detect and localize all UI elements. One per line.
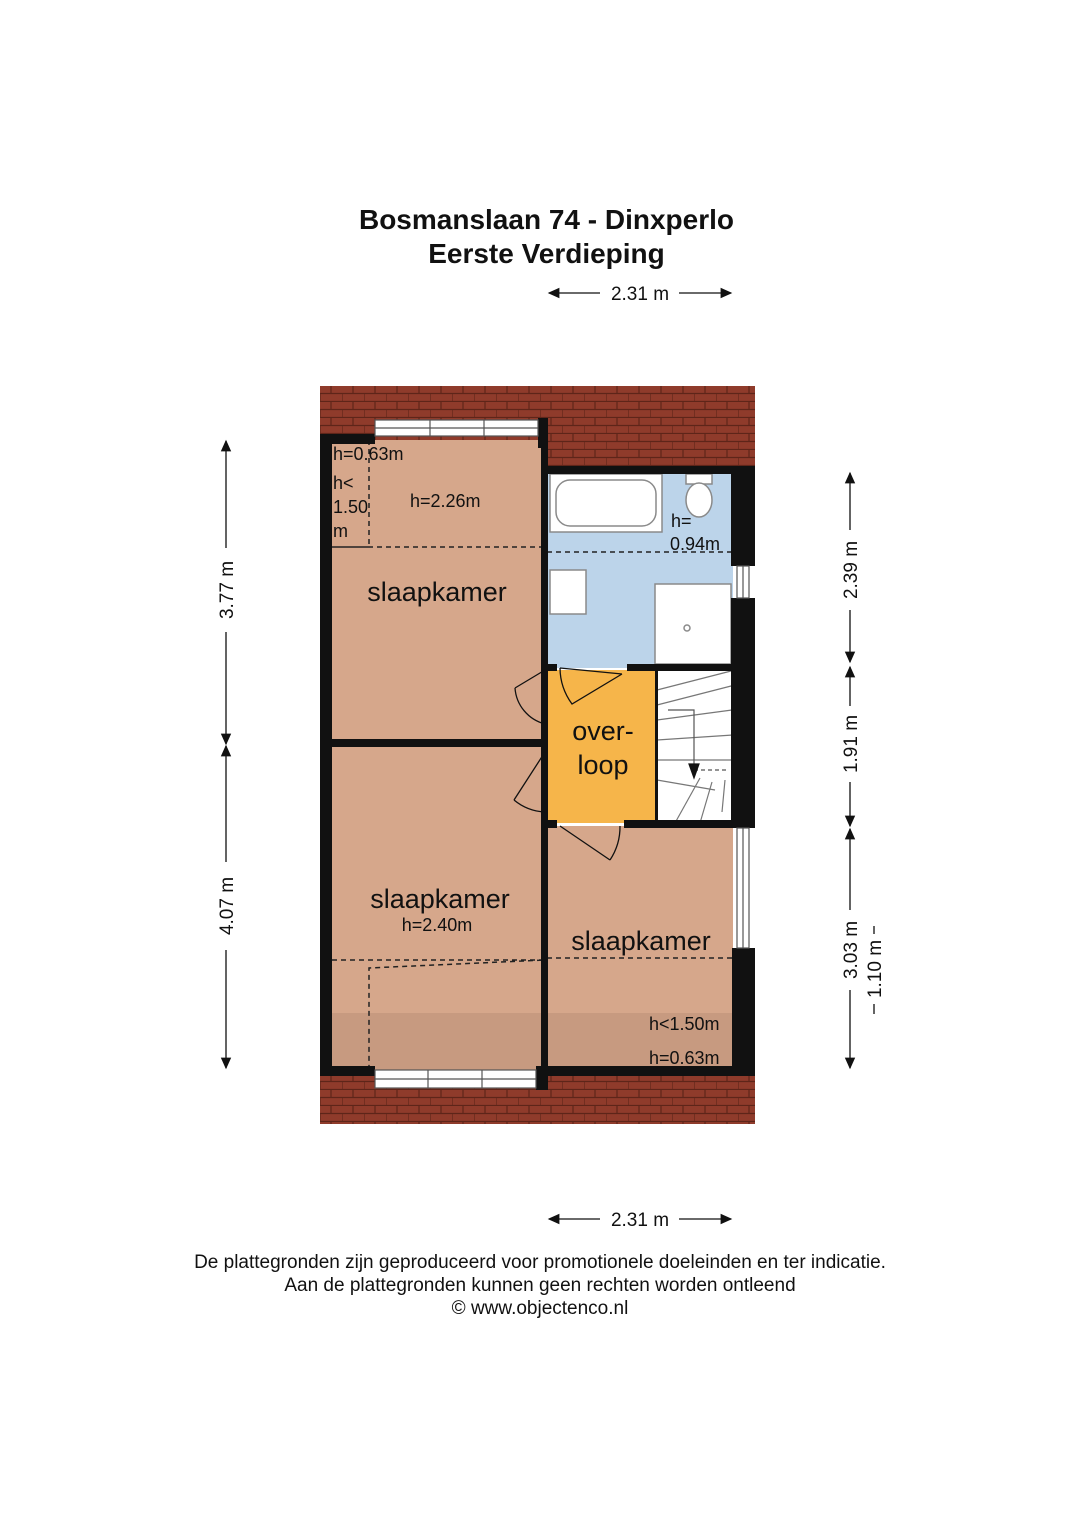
dim-right-middle: 1.91 m — [841, 714, 862, 774]
bedroom-top-height-limit-2: 1.50 — [333, 497, 369, 517]
window-top — [375, 420, 538, 436]
bedroom-top-height-limit-1: h< — [333, 473, 354, 493]
dim-right-lower: 3.03 m — [841, 920, 862, 980]
bedroom-top-height-main: h=2.26m — [410, 491, 481, 511]
bedroom-bottom-right-label: slaapkamer — [571, 926, 711, 956]
bedroom-bottom-right-height-low: h=0.63m — [649, 1048, 720, 1068]
bedroom-bottom-left-height: h=2.40m — [401, 915, 473, 935]
bedroom-bottom-left-low-zone — [330, 1013, 545, 1071]
landing-label-1: over- — [572, 716, 634, 746]
window-bottom — [375, 1070, 536, 1088]
bedroom-top-height-limit-3: m — [333, 521, 348, 541]
dim-bottom-width: 2.31 m — [610, 1210, 670, 1231]
bathroom-height-1: h= — [671, 511, 692, 531]
dim-right-upper: 2.39 m — [841, 540, 862, 600]
plan-floor-title: Eerste Verdieping — [428, 238, 665, 269]
footer-copyright-link[interactable]: © www.objectenco.nl — [451, 1298, 629, 1319]
landing-label-2: loop — [577, 750, 629, 780]
dim-top-width: 2.31 m — [610, 284, 670, 305]
window-bath-right — [737, 566, 749, 598]
footer-disclaimer-line2: Aan de plattegronden kunnen geen rechten worden ontleend — [284, 1275, 796, 1296]
bathroom-height-2: 0.94m — [670, 534, 721, 554]
landing-floor — [547, 670, 657, 823]
bedroom-bottom-left-label: slaapkamer — [370, 884, 510, 914]
bedroom-top-label: slaapkamer — [367, 577, 507, 607]
washbasin — [550, 570, 586, 614]
dim-right-lower-inner: 1.10 m — [865, 939, 886, 999]
dim-left-upper: 3.77 m — [217, 560, 238, 620]
window-bedroom-right — [737, 828, 749, 948]
bathtub — [550, 474, 662, 532]
bedroom-bottom-right-height-limit: h<1.50m — [649, 1014, 720, 1034]
shower — [655, 584, 731, 664]
bedroom-top-height-low: h=0.63m — [333, 444, 404, 464]
plan-address-title: Bosmanslaan 74 - Dinxperlo — [358, 204, 734, 235]
footer-disclaimer-line1: De plattegronden zijn geproduceerd voor promotionele doeleinden en ter indicatie. — [194, 1252, 886, 1273]
dim-left-lower: 4.07 m — [217, 876, 238, 936]
